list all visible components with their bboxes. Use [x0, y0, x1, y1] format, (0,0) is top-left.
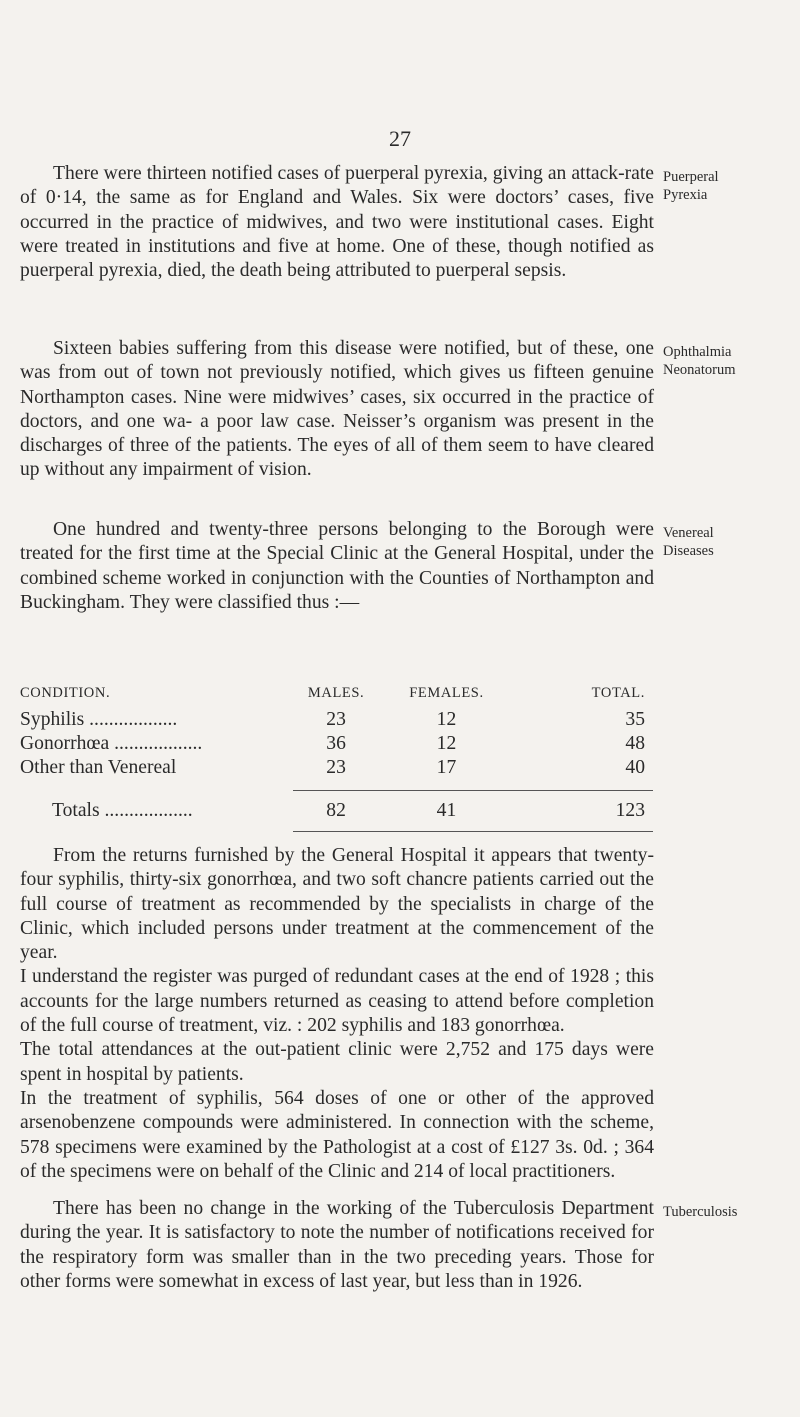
table-row: [20, 708, 653, 732]
returns-paragraph: From the returns furnished by the General Hospital it appears that twenty-four syphilis, thirty-six gonorrhœa, and two soft chancre patients carried out the full course of treatment as recommended by the specialists in charge of the Clinic, which included persons under treatment at the commencement of the year.: [20, 845, 654, 964]
venereal-diseases-intro: One hundred and twenty-three persons belonging to the Borough were treated for the first time at the Special Clinic at the General Hospital, under the combined scheme worked in conjunction with the Counties of Northampton and Buckingham. They were classified thus :—: [20, 519, 654, 613]
margin-note-puerperal-pyrexia: [663, 168, 798, 204]
males-cell: 36: [326, 733, 346, 754]
total-cell: 48: [625, 733, 645, 754]
females-cell: 17: [436, 757, 457, 778]
section-ophthalmia-neonatorum: [20, 337, 654, 483]
header-total: TOTAL.: [591, 684, 645, 701]
puerperal-pyrexia-paragraph: There were thirteen notified cases of puerperal pyrexia, giving an attack-rate of 0·14, the same as for England and Wales. Six were doctors’ cases, five occurred in the practice of midwives, and two were institutional cases. Eight were treated in institutions and five at home. One of these, though notified as puerperal pyrexia, died, the death being attributed to puerperal sepsis.: [20, 163, 654, 282]
ophthalmia-neonatorum-paragraph: Sixteen babies suffering from this disease were notified, but of these, one was from out of town not previously notified, which gives us fifteen genuine Northampton cases. Nine were midwives’ cases, six occurred in the practice of doctors, and one wa‑ a poor law case. Neisser’s organism was present in the discharges of three of the patients. The eyes of all of them seem to have cleared up without any impairment of vision.: [20, 338, 654, 481]
header-females: FEMALES.: [409, 684, 484, 701]
totals-label: Totals ..................: [52, 800, 193, 821]
header-males: MALES.: [307, 684, 365, 701]
treatment-paragraph: In the treatment of syphilis, 564 doses of one or other of the approved arsenobenzene compounds were administered. In connection with the scheme, 578 specimens were examined by the Pathologist at a cost of £127 3s. 0d. ; 364 of the specimens were on behalf of the Clinic and 214 of local practitioners.: [20, 1087, 654, 1182]
margin-note-line: Neonatorum: [663, 362, 736, 378]
table-row: [20, 732, 653, 756]
table-row: [20, 756, 653, 780]
margin-note-tuberculosis: [663, 1203, 798, 1221]
page-number: 27: [389, 126, 411, 151]
males-cell: 23: [326, 757, 346, 778]
venereal-details: [20, 844, 654, 1184]
section-tuberculosis: [20, 1197, 654, 1294]
margin-note-line: Venereal: [663, 525, 714, 541]
margin-note-line: Tuberculosis: [663, 1204, 738, 1220]
totals-females: 41: [379, 791, 514, 832]
margin-note-venereal-diseases: [663, 524, 798, 560]
females-cell: 12: [436, 709, 457, 730]
total-cell: 40: [625, 757, 645, 778]
venereal-classification-table: [20, 682, 653, 832]
table-rule-row: [20, 780, 653, 791]
condition-cell: Other than Venereal: [20, 757, 177, 778]
register-paragraph: I understand the register was purged of redundant cases at the end of 1928 ; this accounts for the large numbers returned as ceasing to attend before completion of the full course of treatment, viz. : 202 syphilis and 183 gonorrhœa.: [20, 966, 654, 1037]
margin-note-line: Pyrexia: [663, 187, 708, 203]
total-cell: 35: [625, 709, 645, 730]
margin-note-line: Puerperal: [663, 169, 719, 185]
header-condition: CONDITION.: [20, 684, 111, 701]
condition-cell: Syphilis ..................: [20, 709, 178, 730]
margin-note-line: Ophthalmia: [663, 344, 732, 360]
section-venereal-diseases: [20, 518, 654, 615]
females-cell: 12: [436, 733, 457, 754]
males-cell: 23: [326, 709, 346, 730]
margin-note-line: Diseases: [663, 543, 714, 559]
tuberculosis-paragraph: There has been no change in the working of the Tuberculosis Department during the year. It is satisfactory to note the number of notifications received for the respiratory form was smaller than in the two preceding years. Those for other forms were somewhat in excess of last year, but less than in 1926.: [20, 1198, 654, 1292]
condition-cell: Gonorrhœa ..................: [20, 733, 203, 754]
totals-total: 123: [514, 791, 653, 832]
table-header-row: [20, 682, 653, 708]
margin-note-ophthalmia-neonatorum: [663, 343, 798, 379]
table-totals-row: [20, 791, 653, 832]
totals-males: 82: [293, 791, 379, 832]
section-puerperal-pyrexia: [20, 162, 654, 283]
attendances-paragraph: The total attendances at the out-patient clinic were 2,752 and 175 days were spent in hospital by patients.: [20, 1039, 654, 1085]
